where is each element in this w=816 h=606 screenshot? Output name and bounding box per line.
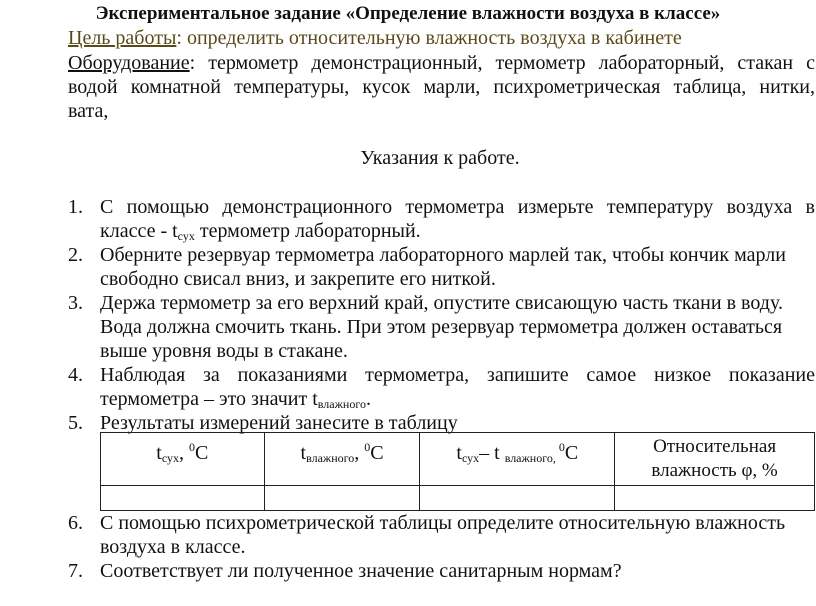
dry-subscript: сух <box>461 451 480 465</box>
step-1-line-1: С помощью демонстрационного термометра измерьте температуру воздуха в <box>100 196 815 218</box>
step-4-text-post: . <box>365 388 371 410</box>
step-4-subscript: влажного <box>317 397 366 411</box>
step-4-number: 4. <box>68 364 83 386</box>
unit: С <box>564 442 579 464</box>
humidity-label-line-1: Относительная <box>653 436 777 457</box>
table-header-row <box>101 433 815 486</box>
results-table <box>100 432 815 511</box>
step-6-line-1: С помощью психрометрической таблицы определите относительную влажность <box>100 512 786 534</box>
comma: , <box>179 442 190 464</box>
minus-t: – t <box>479 442 505 464</box>
unit: С <box>195 442 209 464</box>
step-2-number: 2. <box>68 244 83 266</box>
step-6-line-2: воздуха в классе. <box>100 536 246 558</box>
table-cell-empty[interactable] <box>264 486 420 511</box>
equipment-line-2: водой комнатной температуры, кусок марли, психрометрическая таблица, нитки, <box>68 76 815 98</box>
wet-subscript: влажного, <box>504 451 559 465</box>
equipment-line-3: вата, <box>68 100 109 122</box>
t-symbol: t <box>156 442 162 464</box>
step-4-text-pre: термометра – это значит t <box>100 388 318 410</box>
step-3-line-1: Держа термометр за его верхний край, опустите свисающую часть ткани в воду. <box>100 292 783 314</box>
t-symbol: t <box>300 442 307 464</box>
step-1-text-post: термометр лабораторный. <box>194 220 421 242</box>
step-1-number: 1. <box>68 196 83 218</box>
table-cell-empty[interactable] <box>420 486 615 511</box>
unit: С <box>370 442 384 464</box>
table-row-empty <box>101 486 815 511</box>
t-symbol: t <box>456 442 462 464</box>
step-3-line-3: выше уровня воды в стакане. <box>100 340 348 362</box>
step-6-number: 6. <box>68 512 83 534</box>
header-t-dry <box>101 433 265 486</box>
table-cell-empty[interactable] <box>101 486 265 511</box>
step-3-line-2: Вода должна смочить ткань. При этом резервуар термометра должен оставаться <box>100 316 783 338</box>
step-3-number: 3. <box>68 292 83 314</box>
step-1-text-pre: классе - t <box>100 220 178 242</box>
dry-subscript: сух <box>161 451 180 465</box>
header-relative-humidity <box>615 433 815 486</box>
instructions-heading: Указания к работе. <box>360 147 520 169</box>
humidity-label-line-2: влажность φ, % <box>651 460 778 481</box>
comma: , <box>354 442 365 464</box>
goal-label: Цель работы <box>68 27 177 49</box>
step-2-line-1: Оберните резервуар термометра лабораторного марлей так, чтобы кончик марли <box>100 244 786 266</box>
step-1-subscript: сух <box>177 229 195 243</box>
step-7-number: 7. <box>68 560 83 582</box>
document-title: Экспериментальное задание «Определение влажности воздуха в классе» <box>95 3 721 24</box>
goal-text: : определить относительную влажность воздуха в кабинете <box>176 27 682 49</box>
equipment-label: Оборудование <box>68 52 190 74</box>
header-t-wet <box>264 433 420 486</box>
step-2-line-2: свободно свисал вниз, и закрепите его ниткой. <box>100 268 496 290</box>
degree-superscript: 0 <box>364 440 371 454</box>
degree-superscript: 0 <box>558 440 565 454</box>
goal-line <box>68 26 815 50</box>
header-t-difference <box>420 433 615 486</box>
degree-superscript: 0 <box>189 440 196 454</box>
step-5-line-1: Результаты измерений занесите в таблицу <box>100 412 458 434</box>
step-4-line-1: Наблюдая за показаниями термометра, запишите самое низкое показание <box>100 364 815 386</box>
step-5-number: 5. <box>68 412 83 434</box>
step-7-line-1: Соответствует ли полученное значение санитарным нормам? <box>100 560 622 582</box>
table-cell-empty[interactable] <box>615 486 815 511</box>
equipment-text-1: : термометр демонстрационный, термометр лабораторный, стакан с <box>189 52 815 74</box>
wet-subscript: влажного <box>306 451 355 465</box>
equipment-line-1 <box>68 51 815 75</box>
